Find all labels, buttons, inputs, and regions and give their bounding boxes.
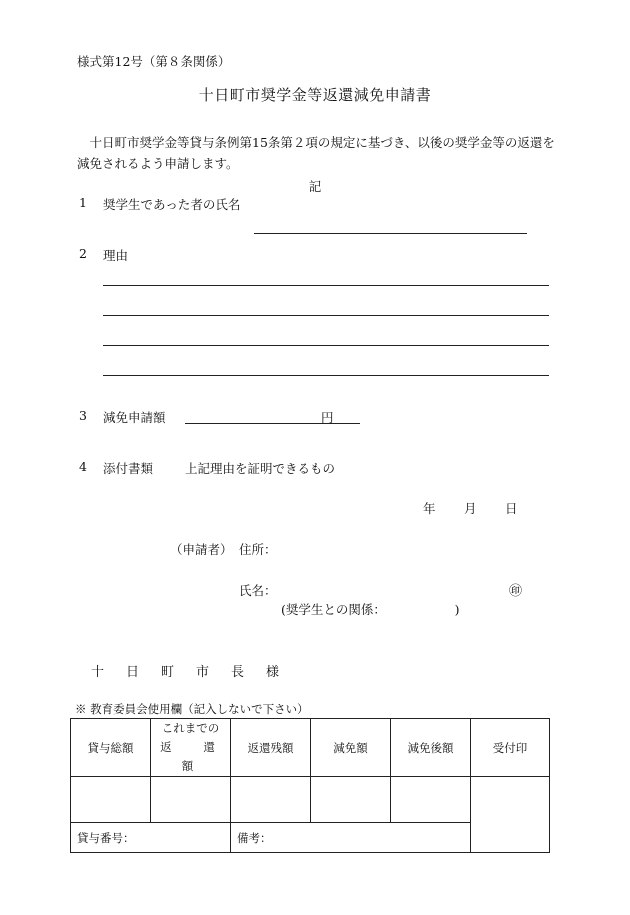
date-month: 月	[464, 501, 477, 516]
scholar-name-line[interactable]	[254, 233, 527, 234]
header-remaining: 返還残額	[231, 719, 311, 777]
date-day: 日	[505, 501, 518, 516]
header-receipt-stamp: 受付印	[471, 719, 550, 777]
item2-label: 理由	[103, 248, 129, 263]
table-value-row	[71, 777, 550, 823]
item4-number: 4	[79, 459, 87, 474]
item4-label: 添付書類	[103, 461, 154, 476]
seal-mark: ㊞	[509, 584, 523, 599]
cell-repaid-so-far[interactable]	[151, 777, 231, 823]
cell-remarks[interactable]: 備考：	[231, 823, 471, 853]
name-label: 氏名：	[239, 583, 277, 598]
intro-paragraph: 十日町市奨学金等貸与条例第15条第２項の規定に基づき、以後の奨学金等の返還を減免されるよう申請します。	[77, 135, 555, 171]
document-title: 十日町市奨学金等返還減免申請書	[198, 86, 432, 104]
item3-number: 3	[79, 408, 87, 423]
date-year: 年	[423, 501, 436, 516]
relation-field: (奨学生との関係： )	[281, 602, 460, 617]
office-use-note: ※ 教育委員会使用欄（記入しないで下さい）	[75, 702, 309, 716]
item1-number: 1	[79, 195, 87, 210]
addressee: 十日町市長様	[91, 665, 302, 680]
table-header-row	[71, 719, 550, 777]
form-number: 様式第12号（第８条関係）	[77, 54, 231, 69]
cell-after-exemption[interactable]	[391, 777, 471, 823]
item2-number: 2	[79, 246, 87, 261]
ki-heading: 記	[308, 179, 322, 194]
item1-label: 奨学生であった者の氏名	[103, 197, 241, 212]
header-total-loan: 貸与総額	[71, 719, 151, 777]
cell-total-loan[interactable]	[71, 777, 151, 823]
yen-unit: 円	[321, 410, 334, 425]
header-repaid-so-far: これまでの 返 還 額	[151, 719, 231, 777]
cell-remaining[interactable]	[231, 777, 311, 823]
reason-line-3[interactable]	[103, 345, 549, 346]
attachment-description: 上記理由を証明できるもの	[185, 461, 336, 476]
item3-label: 減免申請額	[103, 410, 166, 425]
office-use-table	[70, 718, 550, 853]
cell-loan-number[interactable]: 貸与番号：	[71, 823, 231, 853]
reason-line-1[interactable]	[103, 285, 549, 286]
cell-exemption[interactable]	[311, 777, 391, 823]
cell-receipt-stamp[interactable]	[471, 777, 550, 853]
applicant-role: （申請者）	[170, 542, 233, 557]
reason-line-2[interactable]	[103, 315, 549, 316]
exemption-amount-line[interactable]	[185, 423, 360, 424]
address-label: 住所：	[239, 542, 277, 557]
reason-line-4[interactable]	[103, 375, 549, 376]
header-exemption: 減免額	[311, 719, 391, 777]
header-after-exemption: 減免後額	[391, 719, 471, 777]
